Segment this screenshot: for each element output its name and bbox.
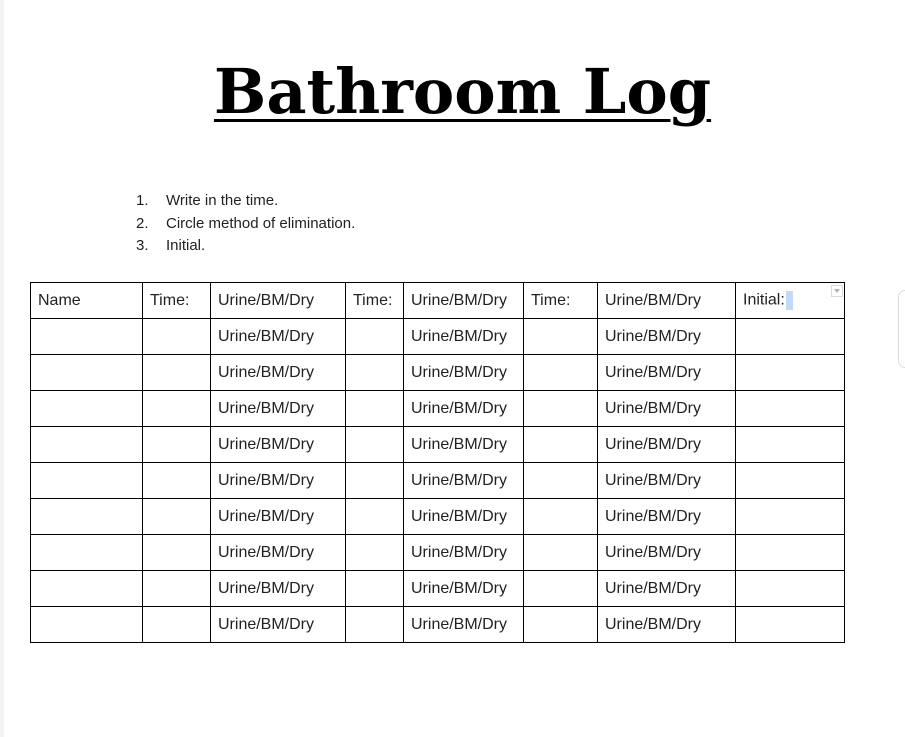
time-cell[interactable] (524, 463, 598, 499)
time-cell[interactable] (143, 355, 211, 391)
method-cell[interactable]: Urine/BM/Dry (598, 355, 736, 391)
header-cell-time[interactable]: Time: (346, 283, 404, 319)
table-row (31, 391, 845, 427)
name-cell[interactable] (31, 607, 143, 643)
instruction-item (136, 190, 355, 213)
method-cell[interactable]: Urine/BM/Dry (404, 319, 524, 355)
header-cell-initial[interactable] (736, 283, 845, 319)
list-number: 3. (136, 237, 149, 254)
method-cell[interactable]: Urine/BM/Dry (598, 427, 736, 463)
table-row (31, 535, 845, 571)
method-cell[interactable]: Urine/BM/Dry (211, 571, 346, 607)
table-row (31, 607, 845, 643)
method-cell[interactable]: Urine/BM/Dry (404, 463, 524, 499)
time-cell[interactable] (346, 391, 404, 427)
table-row (31, 319, 845, 355)
method-cell[interactable]: Urine/BM/Dry (211, 499, 346, 535)
method-cell[interactable]: Urine/BM/Dry (211, 391, 346, 427)
time-cell[interactable] (346, 463, 404, 499)
name-cell[interactable] (31, 355, 143, 391)
method-cell[interactable]: Urine/BM/Dry (211, 355, 346, 391)
time-cell[interactable] (346, 571, 404, 607)
method-cell[interactable]: Urine/BM/Dry (598, 607, 736, 643)
time-cell[interactable] (346, 355, 404, 391)
method-cell[interactable]: Urine/BM/Dry (211, 607, 346, 643)
initial-cell[interactable] (736, 391, 845, 427)
time-cell[interactable] (524, 319, 598, 355)
method-cell[interactable]: Urine/BM/Dry (404, 355, 524, 391)
time-cell[interactable] (524, 427, 598, 463)
instruction-text: Write in the time. (166, 192, 279, 209)
time-cell[interactable] (524, 499, 598, 535)
instructions-list (136, 190, 355, 258)
time-cell[interactable] (143, 607, 211, 643)
table-row (31, 427, 845, 463)
method-cell[interactable]: Urine/BM/Dry (404, 391, 524, 427)
initial-cell[interactable] (736, 463, 845, 499)
time-cell[interactable] (143, 427, 211, 463)
header-cell-name[interactable]: Name (31, 283, 143, 319)
time-cell[interactable] (143, 571, 211, 607)
time-cell[interactable] (143, 535, 211, 571)
method-cell[interactable]: Urine/BM/Dry (211, 427, 346, 463)
time-cell[interactable] (524, 391, 598, 427)
table-header-row (31, 283, 845, 319)
method-cell[interactable]: Urine/BM/Dry (211, 535, 346, 571)
time-cell[interactable] (143, 463, 211, 499)
cell-dropdown-icon[interactable] (831, 285, 843, 297)
name-cell[interactable] (31, 391, 143, 427)
header-cell-time[interactable]: Time: (143, 283, 211, 319)
method-cell[interactable]: Urine/BM/Dry (598, 391, 736, 427)
table-row (31, 499, 845, 535)
initial-cell[interactable] (736, 571, 845, 607)
header-cell-method[interactable]: Urine/BM/Dry (404, 283, 524, 319)
time-cell[interactable] (524, 535, 598, 571)
table-row (31, 571, 845, 607)
name-cell[interactable] (31, 571, 143, 607)
method-cell[interactable]: Urine/BM/Dry (598, 499, 736, 535)
time-cell[interactable] (143, 391, 211, 427)
time-cell[interactable] (346, 607, 404, 643)
initial-cell[interactable] (736, 427, 845, 463)
instruction-text: Initial. (166, 237, 206, 254)
time-cell[interactable] (524, 607, 598, 643)
method-cell[interactable]: Urine/BM/Dry (404, 571, 524, 607)
name-cell[interactable] (31, 499, 143, 535)
initial-cell[interactable] (736, 499, 845, 535)
bathroom-log-table (30, 282, 845, 643)
list-number: 1. (136, 192, 149, 209)
method-cell[interactable]: Urine/BM/Dry (404, 535, 524, 571)
method-cell[interactable]: Urine/BM/Dry (598, 571, 736, 607)
initial-label: Initial: (743, 291, 785, 309)
method-cell[interactable]: Urine/BM/Dry (404, 607, 524, 643)
time-cell[interactable] (346, 319, 404, 355)
name-cell[interactable] (31, 427, 143, 463)
method-cell[interactable]: Urine/BM/Dry (211, 463, 346, 499)
initial-cell[interactable] (736, 319, 845, 355)
time-cell[interactable] (346, 427, 404, 463)
table-row (31, 463, 845, 499)
time-cell[interactable] (346, 535, 404, 571)
method-cell[interactable]: Urine/BM/Dry (404, 499, 524, 535)
initial-cell[interactable] (736, 607, 845, 643)
method-cell[interactable]: Urine/BM/Dry (404, 427, 524, 463)
time-cell[interactable] (524, 571, 598, 607)
method-cell[interactable]: Urine/BM/Dry (598, 463, 736, 499)
initial-cell[interactable] (736, 535, 845, 571)
instruction-item (136, 235, 355, 258)
document-title: Bathroom Log (213, 55, 712, 128)
list-number: 2. (136, 214, 149, 232)
method-cell[interactable]: Urine/BM/Dry (211, 319, 346, 355)
instruction-item (136, 213, 355, 236)
time-cell[interactable] (143, 499, 211, 535)
instruction-text: Circle method of elimination. (166, 214, 356, 232)
header-cell-method[interactable]: Urine/BM/Dry (211, 283, 346, 319)
name-cell[interactable] (31, 319, 143, 355)
side-panel-handle[interactable] (898, 290, 905, 368)
header-cell-time[interactable]: Time: (524, 283, 598, 319)
time-cell[interactable] (346, 499, 404, 535)
table-row (31, 355, 845, 391)
method-cell[interactable]: Urine/BM/Dry (598, 319, 736, 355)
name-cell[interactable] (31, 463, 143, 499)
method-cell[interactable]: Urine/BM/Dry (598, 535, 736, 571)
initial-cell[interactable] (736, 355, 845, 391)
header-cell-method[interactable]: Urine/BM/Dry (598, 283, 736, 319)
name-cell[interactable] (31, 535, 143, 571)
time-cell[interactable] (524, 355, 598, 391)
text-selection-cursor (786, 291, 793, 310)
time-cell[interactable] (143, 319, 211, 355)
